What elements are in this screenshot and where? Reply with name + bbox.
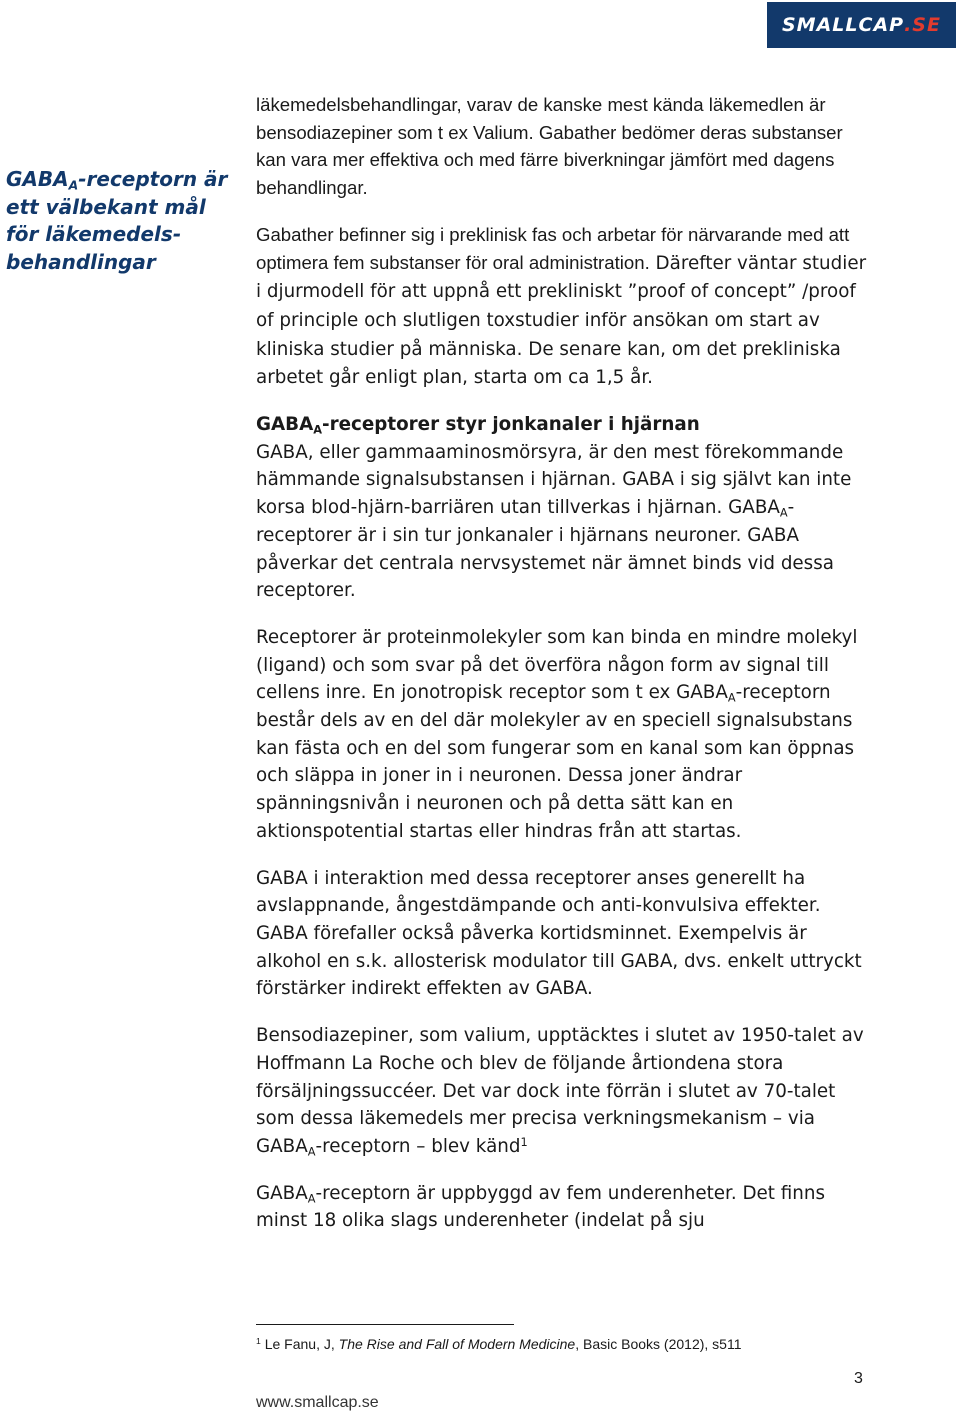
section-heading-post: -receptorer styr jonkanaler i hjärnan [322, 414, 700, 436]
paragraph-receptors-b: -receptorn består dels av en del där molekyler av en speciell signalsubstans kan fästa och en del som fungerar som en kanal som kan öppnas och släppa in joner in i neuronen. Dessa joner ändrar spänningsnivån i neuronen och på detta sätt kan en aktionspotential startas eller hindras från att startas. [256, 682, 855, 842]
footnote-number: 1 [256, 1336, 261, 1347]
sidebar-heading-sub: A [68, 177, 79, 193]
smallcap-logo[interactable] [767, 2, 956, 48]
paragraph-preclinical-a: Gabather befinner sig i preklinisk fas och arbetar för närvarande med att optimera fem substanser för oral administration. [256, 223, 850, 273]
section-heading-sub: A [313, 422, 323, 437]
logo-suffix: .SE [904, 14, 941, 36]
paragraph-benzo-sub: A [307, 1144, 316, 1159]
paragraph-gaba-b: -receptorer är i sin tur jonkanaler i hjärnans neuroner. GABA påverkar det centrala nervsystemet när ämnet binds vid dessa receptorer. [256, 497, 834, 602]
logo-text: SMALLCAP [782, 14, 905, 36]
sidebar-heading-line1: -receptorn är [78, 167, 228, 191]
paragraph-subunits-pre: GABA [256, 1182, 308, 1204]
sidebar-heading-line2: ett välbekant mål [6, 194, 206, 219]
paragraph-receptors-a: Receptorer är proteinmolekyler som kan binda en mindre molekyl (ligand) och som svar på det överföra någon form av signal till cellens inre. En jonotropisk receptor som t ex GABA [256, 626, 858, 704]
paragraph-intro: läkemedelsbehandlingar, varav de kanske mest kända läkemedlen är bensodiazepiner som t ex Valium. Gabather bedömer deras substanser kan vara mer effektiva och med färre biverkningar jämfört med dagens behandlingar. [256, 94, 843, 199]
paragraph-gaba [256, 439, 876, 605]
sidebar-heading-line3: för läkemedels- [6, 222, 182, 246]
paragraph-receptors [256, 624, 876, 846]
paragraph-gaba-a: GABA, eller gammaaminosmörsyra, är den mest förekommande hämmande signalsubstansen i hjärnan. GABA i sig självt kan inte korsa blod-hjärn-barriären utan tillverkas i hjärnan. GABA [256, 441, 852, 519]
section-heading-pre: GABA [256, 414, 314, 436]
footnote-text-a: Le Fanu, J, [260, 1336, 339, 1352]
paragraph-benzodiazepines [256, 1022, 876, 1161]
footnote-book-title: The Rise and Fall of Modern Medicine [338, 1336, 576, 1352]
paragraph-effects: GABA i interaktion med dessa receptorer anses generellt ha avslappnande, ångestdämpande och anti-konvulsiva effekter. GABA förefaller också påverka kortidsminnet. Exempelvis är alkohol en s.k. allosterisk modulator till GABA, dvs. enkelt uttryckt förstärker indirekt effekten av GABA. [256, 867, 862, 1000]
main-content [256, 91, 876, 1235]
paragraph-preclinical-b: Därefter väntar studier i djurmodell för att uppnå ett prekliniskt ”proof of concept” /proof of principle och slutligen toxstudier inför ansökan om start av kliniska studier på människa. De senare kan, om det prekliniska arbetet går enligt plan, starta om ca 1,5 år. [256, 252, 867, 389]
footnote [256, 1334, 896, 1354]
footnote-ref[interactable]: 1 [520, 1134, 528, 1149]
footnote-divider [256, 1324, 514, 1325]
sidebar-heading-line4: behandlingar [6, 249, 156, 274]
sidebar-heading-pre: GABA [6, 167, 69, 191]
paragraph-benzo-a: Bensodiazepiner, som valium, upptäcktes i slutet av 1950-talet av Hoffmann La Roche och blev de följande årtiondena stora försäljningssuccéer. Det var dock inte förrän i slutet av 70-talet som dessa läkemedels mer precisa verkningsmekanism – via GABA [256, 1025, 864, 1157]
paragraph-receptors-sub: A [727, 690, 736, 705]
paragraph-gaba-sub: A [779, 505, 788, 520]
page-number: 3 [854, 1370, 863, 1387]
paragraph-subunits-sub: A [307, 1191, 316, 1205]
paragraph-benzo-b: -receptorn – blev känd [315, 1135, 521, 1157]
paragraph-subunits [256, 1180, 876, 1235]
footer-url[interactable]: www.smallcap.se [256, 1394, 379, 1411]
footnote-text-b: , Basic Books (2012), s511 [575, 1336, 742, 1352]
paragraph-preclinical [256, 221, 876, 392]
paragraph-subunits-b: -receptorn är uppbyggd av fem underenheter. Det finns minst 18 olika slags underenheter (indelat på sju [256, 1182, 825, 1232]
sidebar-heading [6, 166, 238, 276]
section-heading [256, 411, 876, 439]
